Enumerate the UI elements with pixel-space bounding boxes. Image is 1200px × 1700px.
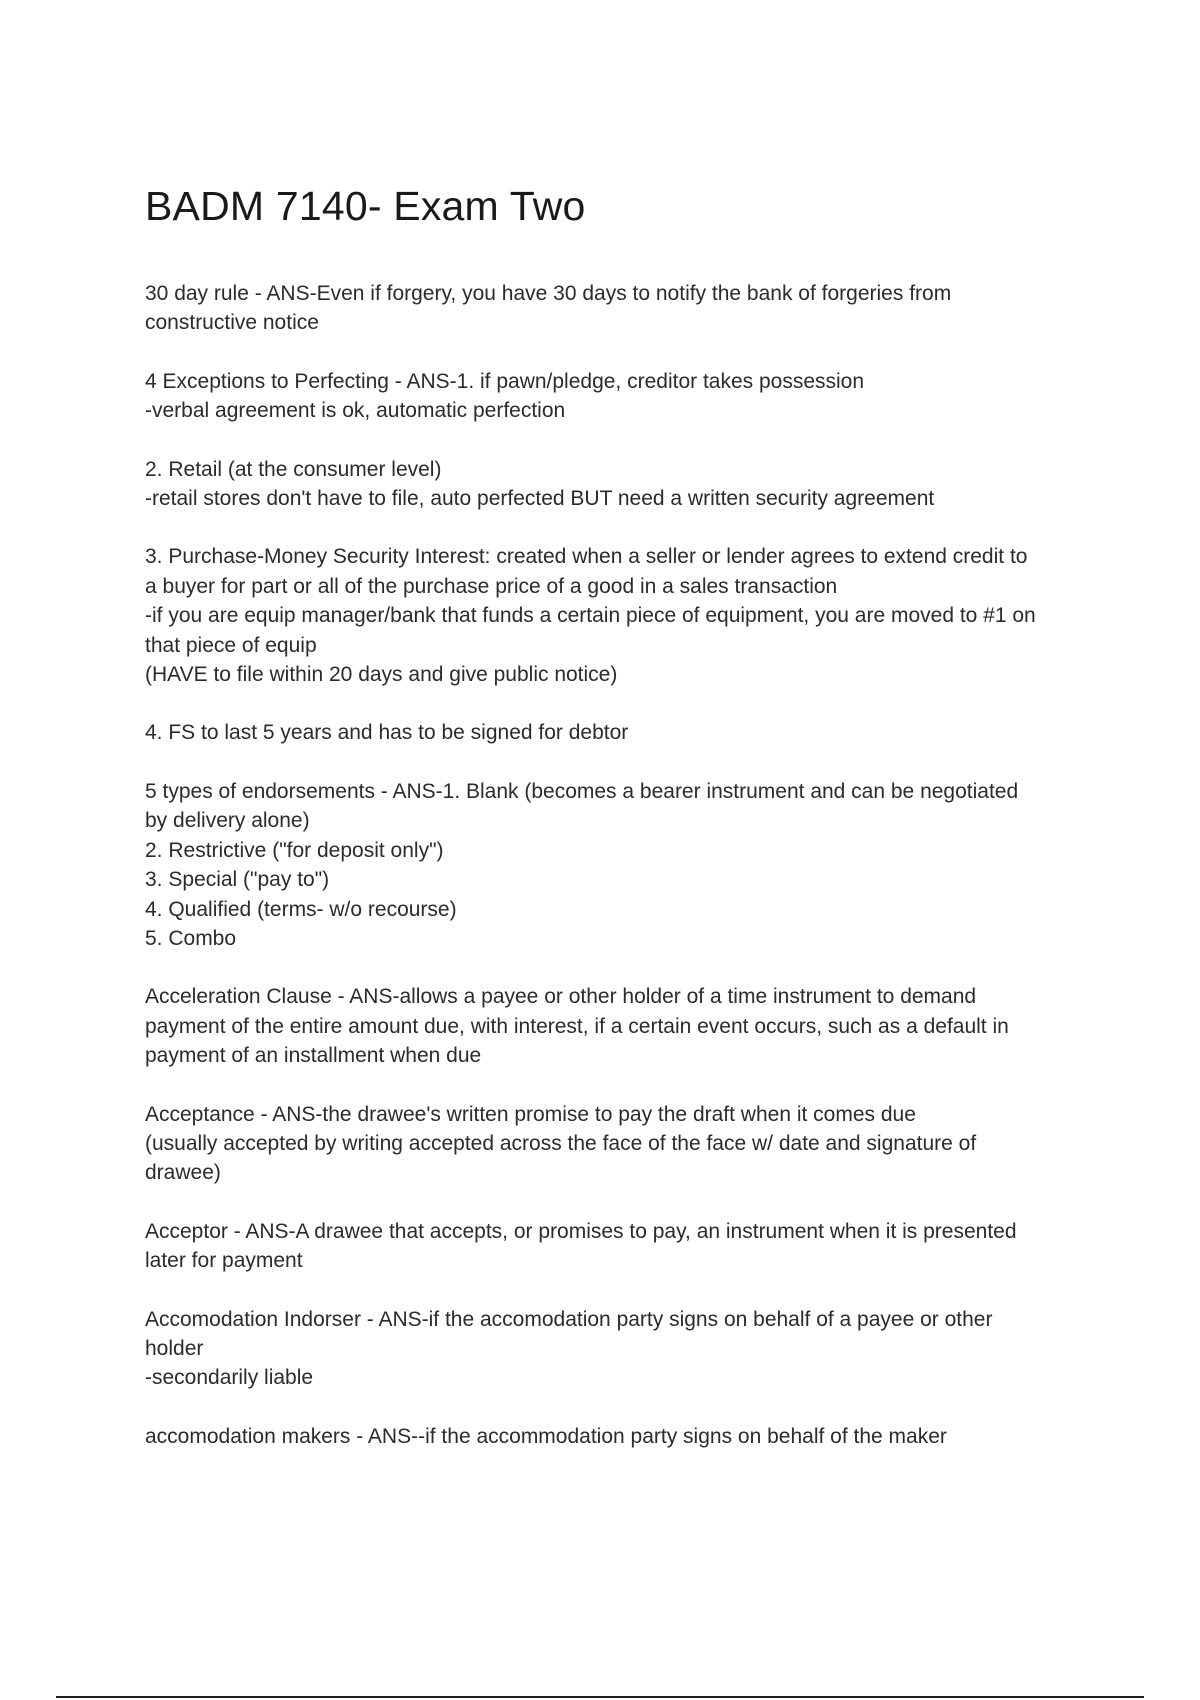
flashcard-entry	[145, 1100, 1095, 1188]
flashcard-entry	[145, 1422, 1095, 1451]
flashcard-entry	[145, 542, 1095, 689]
entry-text-line: -if you are equip manager/bank that funds a certain piece of equipment, you are moved to #1 on	[145, 604, 1036, 628]
entry-text-line: that piece of equip	[145, 633, 317, 657]
entry-text-line: 30 day rule - ANS-Even if forgery, you have 30 days to notify the bank of forgeries from	[145, 282, 952, 305]
flashcard-entry	[145, 279, 1095, 338]
footer-divider	[56, 1696, 1144, 1698]
entry-text-line: accomodation makers - ANS--if the accommodation party signs on behalf of the maker	[145, 1424, 947, 1448]
flashcard-entry	[145, 1305, 1095, 1393]
entry-text-line: 4. FS to last 5 years and has to be signed for debtor	[145, 721, 629, 745]
entry-text-line: 2. Restrictive ("for deposit only")	[145, 838, 444, 862]
entry-text-line: payment of an installment when due	[145, 1044, 482, 1068]
entry-text-line: 3. Purchase-Money Security Interest: created when a seller or lender agrees to extend credit to	[145, 545, 1028, 569]
entry-text-line: 2. Retail (at the consumer level)	[145, 457, 442, 481]
entry-text-line: a buyer for part or all of the purchase price of a good in a sales transaction	[145, 574, 838, 598]
flashcard-entry	[145, 777, 1095, 953]
entry-text-line: 3. Special ("pay to")	[145, 868, 330, 892]
entry-text-line: 5 types of endorsements - ANS-1. Blank (becomes a bearer instrument and can be negotiated	[145, 779, 1019, 803]
flashcard-entry	[145, 367, 1095, 426]
entry-text-line: Acceptance - ANS-the drawee's written promise to pay the draft when it comes due	[145, 1102, 916, 1126]
flashcard-entry	[145, 982, 1095, 1070]
entry-text-line: -retail stores don't have to file, auto perfected BUT need a written security agreement	[145, 487, 935, 511]
entry-text-line: Acceleration Clause - ANS-allows a payee or other holder of a time instrument to demand	[145, 985, 977, 1009]
entry-text-line: 5. Combo	[145, 926, 237, 950]
entry-text-line: Accomodation Indorser - ANS-if the accomodation party signs on behalf of a payee or other	[145, 1307, 993, 1331]
entry-text-line: 4. Qualified (terms- w/o recourse)	[145, 897, 457, 921]
flashcard-entry	[145, 718, 1095, 747]
entry-text-line: holder	[145, 1336, 204, 1360]
document-title: BADM 7140- Exam Two	[145, 183, 586, 229]
entry-text-line: constructive notice	[145, 311, 319, 335]
entry-text-line: 4 Exceptions to Perfecting - ANS-1. if pawn/pledge, creditor takes possession	[145, 369, 865, 393]
entry-text-line: -secondarily liable	[145, 1366, 314, 1390]
entry-text-line: (usually accepted by writing accepted across the face of the face w/ date and signature of	[145, 1131, 977, 1155]
entry-text-line: payment of the entire amount due, with interest, if a certain event occurs, such as a default in	[145, 1014, 1009, 1038]
entry-text-line: later for payment	[145, 1249, 303, 1273]
flashcard-list	[145, 279, 1095, 1480]
flashcard-entry	[145, 455, 1095, 514]
entry-text-line: -verbal agreement is ok, automatic perfection	[145, 399, 566, 423]
flashcard-entry	[145, 1217, 1095, 1276]
entry-text-line: Acceptor - ANS-A drawee that accepts, or promises to pay, an instrument when it is presented	[145, 1219, 1017, 1243]
entry-text-line: (HAVE to file within 20 days and give public notice)	[145, 663, 618, 687]
entry-text-line: drawee)	[145, 1161, 221, 1185]
entry-text-line: by delivery alone)	[145, 809, 310, 833]
